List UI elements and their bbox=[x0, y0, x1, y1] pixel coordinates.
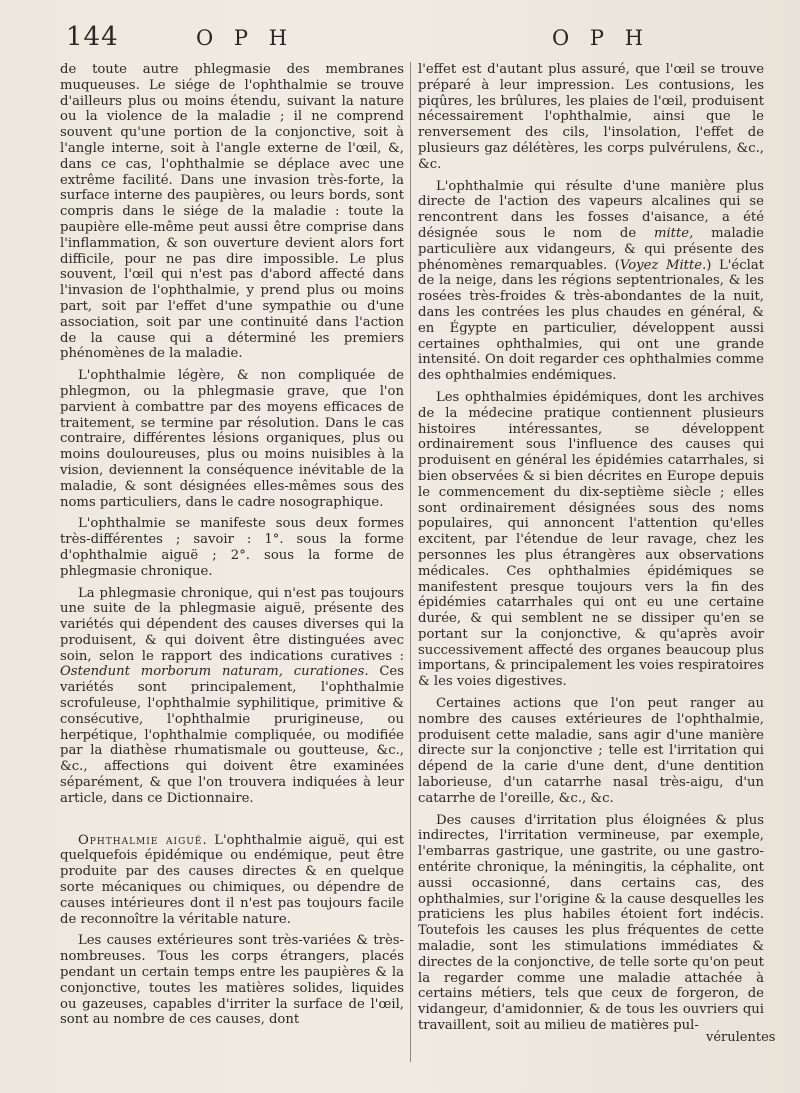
paragraph: Certaines actions que l'on peut ranger au nombre des causes extérieures de l'ophthalmie, produisent cette maladie, sans agir d'une manière directe sur la conjonctive ; telle est l'irritation qui dépend de la carie d'une dent, d'une dentition laborieuse, d'un catarrhe nasal très-aigu, d'un catarrhe de l'oreille, &c., &c. bbox=[418, 696, 764, 806]
paragraph bbox=[418, 179, 764, 384]
column-divider bbox=[410, 62, 411, 1062]
left-column bbox=[60, 62, 404, 1034]
section-heading: Ophthalmie aiguë. bbox=[78, 832, 208, 848]
paragraph: de toute autre phlegmasie des membranes muqueuses. Le siége de l'ophthalmie se trouve d'ailleurs plus ou moins étendu, suivant la nature ou la violence de la maladie ; il ne comprend souvent qu'une portion de la conjonctive, soit à l'angle interne, soit à l'angle externe de l'œil, &, dans ce cas, l'ophthalmie se déplace avec une extrême facilité. Dans une invasion très-forte, la surface interne des paupières, ou leurs bords, sont compris dans le siége de la maladie : toute la paupière elle-même peut aussi être comprise dans l'inflammation, & son ouverture devient alors fort difficile, pour ne pas dire impossible. Le plus souvent, l'œil qui n'est pas d'abord affecté dans l'invasion de l'ophthalmie, y prend plus ou moins part, soit par l'effet d'une sympathie ou d'une association, soit par une continuité dans l'action de la cause qui a déterminé les premiers phénomènes de la maladie. bbox=[60, 62, 404, 362]
paragraph: L'ophthalmie légère, & non compliquée de phlegmon, ou la phlegmasie grave, que l'on parvient à combattre par des moyens efficaces de traitement, se termine par résolution. Dans le cas contraire, différentes lésions organiques, plus ou moins douloureuses, plus ou moins nuisibles à la vision, deviennent la conséquence inévitable de la maladie, & sont désignées elles-mêmes sous des noms particuliers, dans le cadre nosographique. bbox=[60, 368, 404, 510]
paragraph: Les ophthalmies épidémiques, dont les archives de la médecine pratique contiennent plusieurs histoires intéressantes, se développent ordinairement sous l'influence des causes qui produisent en général les épidémies catarrhales, si bien observées & si bien décrites en Europe depuis le commencement du dix-septième siècle ; elles sont ordinairement désignées sous des noms populaires, qui annoncent l'attention qu'elles excitent, par l'étendue de leur ravage, chez les personnes les plus étrangères aux observations médicales. Ces ophthalmies épidémiques se manifestent presque toujours vers la fin des épidémies catarrhales qui ont eu une certaine durée, & qui semblent ne se dissiper qu'en se portant sur la conjonctive, & qu'après avoir successivement affecté des organes beaucoup plus importans, & principalement les voies respiratoires & les voies digestives. bbox=[418, 389, 764, 690]
paragraph-text: L'ophthalmie qui résulte d'une manière plus directe de l'action des vapeurs alcalines qui se rencontrent dans les fosses d'aisance, a été désignée sous le nom de bbox=[418, 178, 764, 241]
italic-term: mitte, bbox=[653, 225, 694, 241]
right-column bbox=[418, 62, 764, 1040]
catchword: vérulentes bbox=[706, 1030, 776, 1045]
paragraph: Les causes extérieures sont très-variées & très-nombreuses. Tous les corps étrangers, placés pendant un certain temps entre les paupières & la conjonctive, toutes les matières solides, liquides ou gazeuses, capables d'irriter la surface de l'œil, sont au nombre de ces causes, dont bbox=[60, 933, 404, 1028]
page-header bbox=[0, 22, 800, 58]
paragraph-text: La phlegmasie chronique, qui n'est pas toujours une suite de la phlegmasie aiguë, présente des variétés qui dépendent des causes diverses qui la produisent, & qui doivent être distinguées avec soin, selon le rapport des indications curatives : bbox=[60, 585, 404, 664]
running-head-right: O P H bbox=[552, 26, 651, 50]
paragraph: L'ophthalmie se manifeste sous deux formes très-différentes ; savoir : 1°. sous la forme d'ophthalmie aiguë ; 2°. sous la forme de phlegmasie chronique. bbox=[60, 516, 404, 579]
paragraph: l'effet est d'autant plus assuré, que l'œil se trouve préparé à leur impression. Les contusions, les piqûres, les brûlures, les plaies de l'œil, produisent nécessairement l'ophthalmie, ainsi que le renversement des cils, l'insolation, l'effet de plusieurs gaz délétères, les corps pulvérulens, &c., &c. bbox=[418, 62, 764, 172]
paragraph bbox=[60, 586, 404, 807]
page-number: 144 bbox=[66, 22, 119, 52]
running-head-left: O P H bbox=[196, 26, 295, 50]
paragraph-text: ) L'éclat de la neige, dans les régions septentrionales, & les rosées très-froides & très-abondantes de la nuit, dans les contrées les plus chaudes en général, & en Égypte en particulier, développent aussi certaines ophthalmies, qui ont une grande intensité. On doit regarder ces ophthalmies comme des ophthalmies endémiques. bbox=[418, 257, 764, 384]
latin-quote: Ostendunt morborum naturam, curationes. bbox=[60, 664, 369, 680]
paragraph: Des causes d'irritation plus éloignées & plus indirectes, l'irritation vermineuse, par exemple, l'embarras gastrique, une gastrite, ou une gastro-entérite chronique, la méningitis, la céphalite, ont aussi occasionné, dans certains cas, des ophthalmies, sur l'origine & la cause desquelles les praticiens les plus habiles étoient fort indécis. Toutefois les causes les plus fréquentes de cette maladie, sont les stimulations immédiates & directes de la conjonctive, de telle sorte qu'on peut la regarder comme une maladie attachée à certains métiers, tels que ceux de forgeron, de vidangeur, d'amidonnier, & de tous les ouvriers qui travaillent, soit au milieu de matières pul- bbox=[418, 812, 764, 1034]
paragraph-text: Ces variétés sont principalement, l'ophthalmie scrofuleuse, l'ophthalmie syphilitique, primitive & consécutive, l'ophthalmie prurigineuse, ou herpétique, l'ophthalmie compliquée, ou modifiée par la diathèse rhumatismale ou goutteuse, &c., &c., affections qui doivent être examinées séparément, & que l'on trouvera indiquées à leur article, dans ce Dictionnaire. bbox=[60, 664, 404, 806]
paragraph-text: maladie particulière aux vidangeurs, & qui présente des phénomènes remarquables. ( bbox=[418, 225, 764, 273]
paragraph bbox=[60, 833, 404, 928]
paragraph-text: L'ophthalmie aiguë, qui est quelquefois épidémique ou endémique, peut être produite par des causes directes & en quelque sorte mécaniques ou chimiques, ou dépendre de causes intérieures dont il n'est pas toujours facile de reconnoître la véritable nature. bbox=[60, 832, 404, 927]
cross-reference: Voyez Mitte. bbox=[619, 257, 707, 273]
